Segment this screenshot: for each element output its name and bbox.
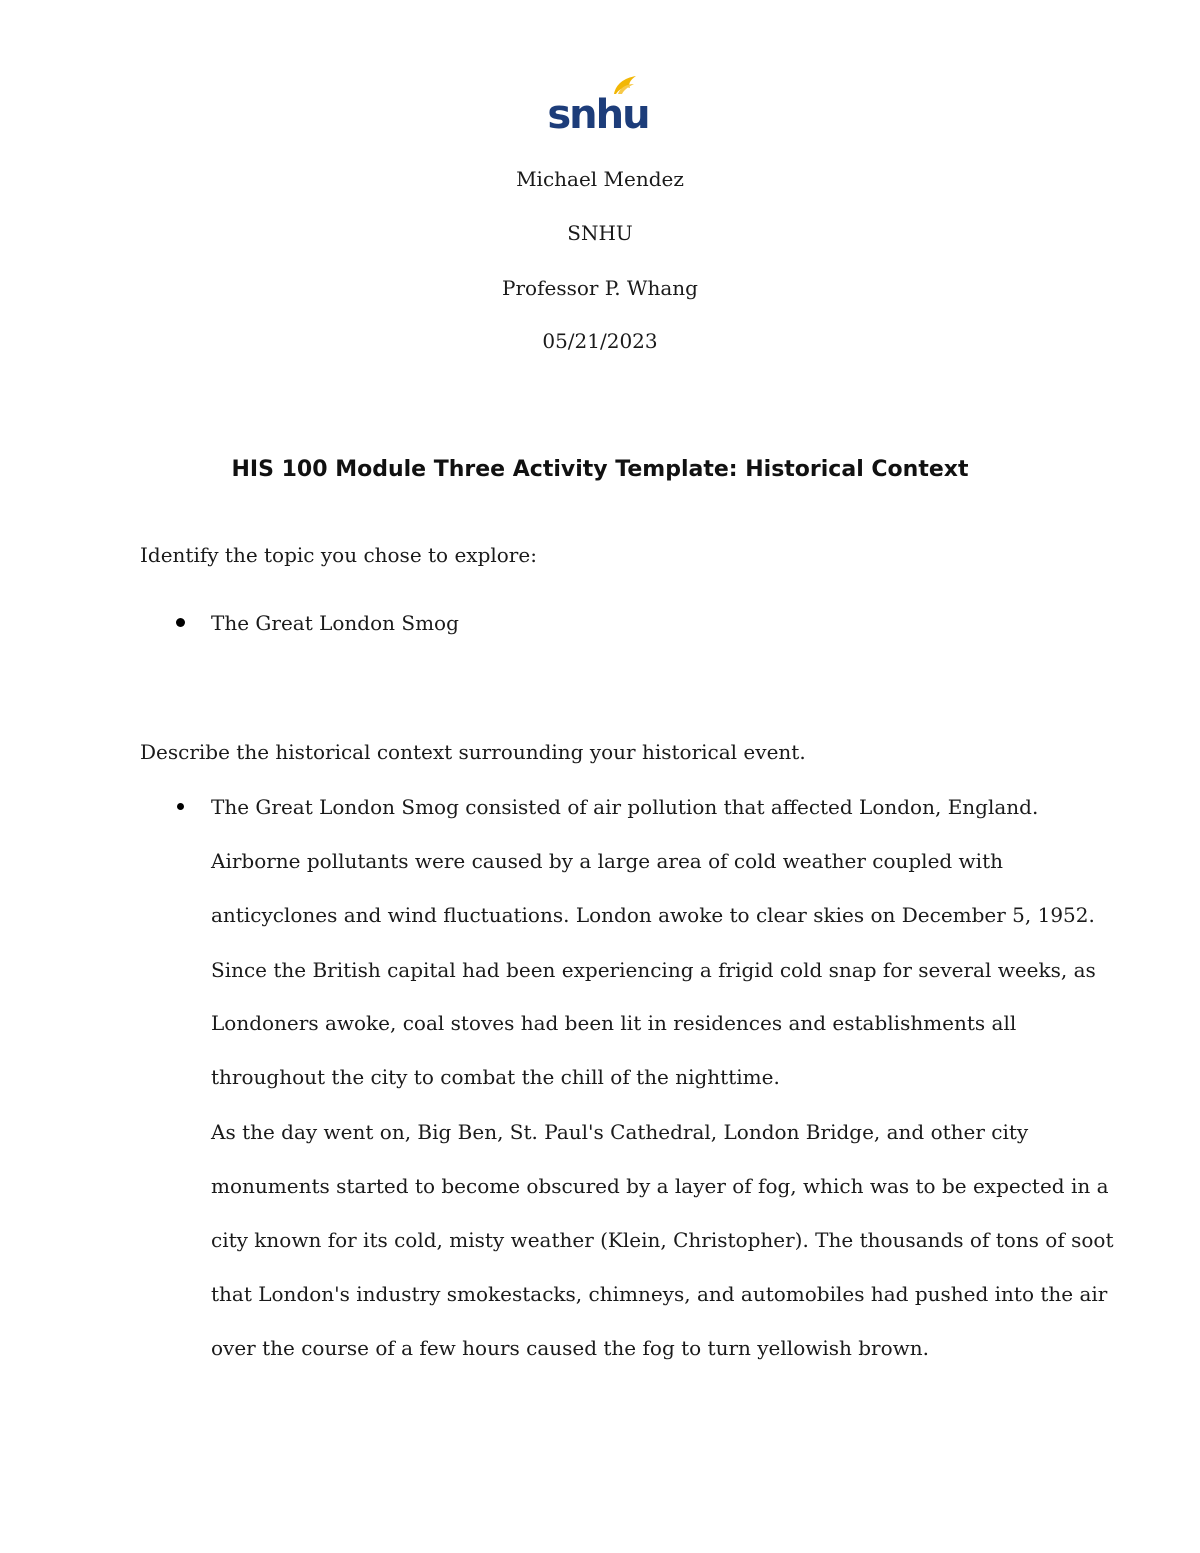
- snhu-logo: [547, 72, 649, 138]
- institution: SNHU: [567, 221, 633, 245]
- author-name: Michael Mendez: [516, 167, 684, 191]
- context-line: city known for its cold, misty weather (Klein, Christopher). The thousands of tons of soot: [211, 1228, 1114, 1252]
- context-line: Since the British capital had been experiencing a frigid cold snap for several weeks, as: [211, 958, 1096, 982]
- context-line: that London's industry smokestacks, chimneys, and automobiles had pushed into the air: [211, 1282, 1108, 1306]
- context-line: Londoners awoke, coal stoves had been lit in residences and establishments all: [211, 1011, 1017, 1035]
- submission-date: 05/21/2023: [542, 329, 658, 353]
- context-line: monuments started to become obscured by a layer of fog, which was to be expected in a: [211, 1174, 1109, 1198]
- context-line: Airborne pollutants were caused by a large area of cold weather coupled with: [211, 849, 1003, 873]
- document-title: HIS 100 Module Three Activity Template: Historical Context: [231, 457, 969, 482]
- svg-text:snhu: snhu: [547, 92, 649, 138]
- topic-answer: The Great London Smog: [211, 611, 459, 635]
- context-line: The Great London Smog consisted of air pollution that affected London, England.: [211, 795, 1039, 819]
- context-prompt: Describe the historical context surrounding your historical event.: [140, 740, 806, 764]
- professor-name: Professor P. Whang: [502, 276, 698, 300]
- context-line: throughout the city to combat the chill of the nighttime.: [211, 1065, 780, 1089]
- bullet-icon: [177, 803, 184, 810]
- topic-prompt: Identify the topic you chose to explore:: [140, 543, 537, 567]
- context-line: anticyclones and wind fluctuations. London awoke to clear skies on December 5, 1952.: [211, 903, 1095, 927]
- context-line: over the course of a few hours caused the fog to turn yellowish brown.: [211, 1336, 930, 1360]
- context-line: As the day went on, Big Ben, St. Paul's Cathedral, London Bridge, and other city: [211, 1120, 1029, 1144]
- bullet-icon: [176, 618, 185, 627]
